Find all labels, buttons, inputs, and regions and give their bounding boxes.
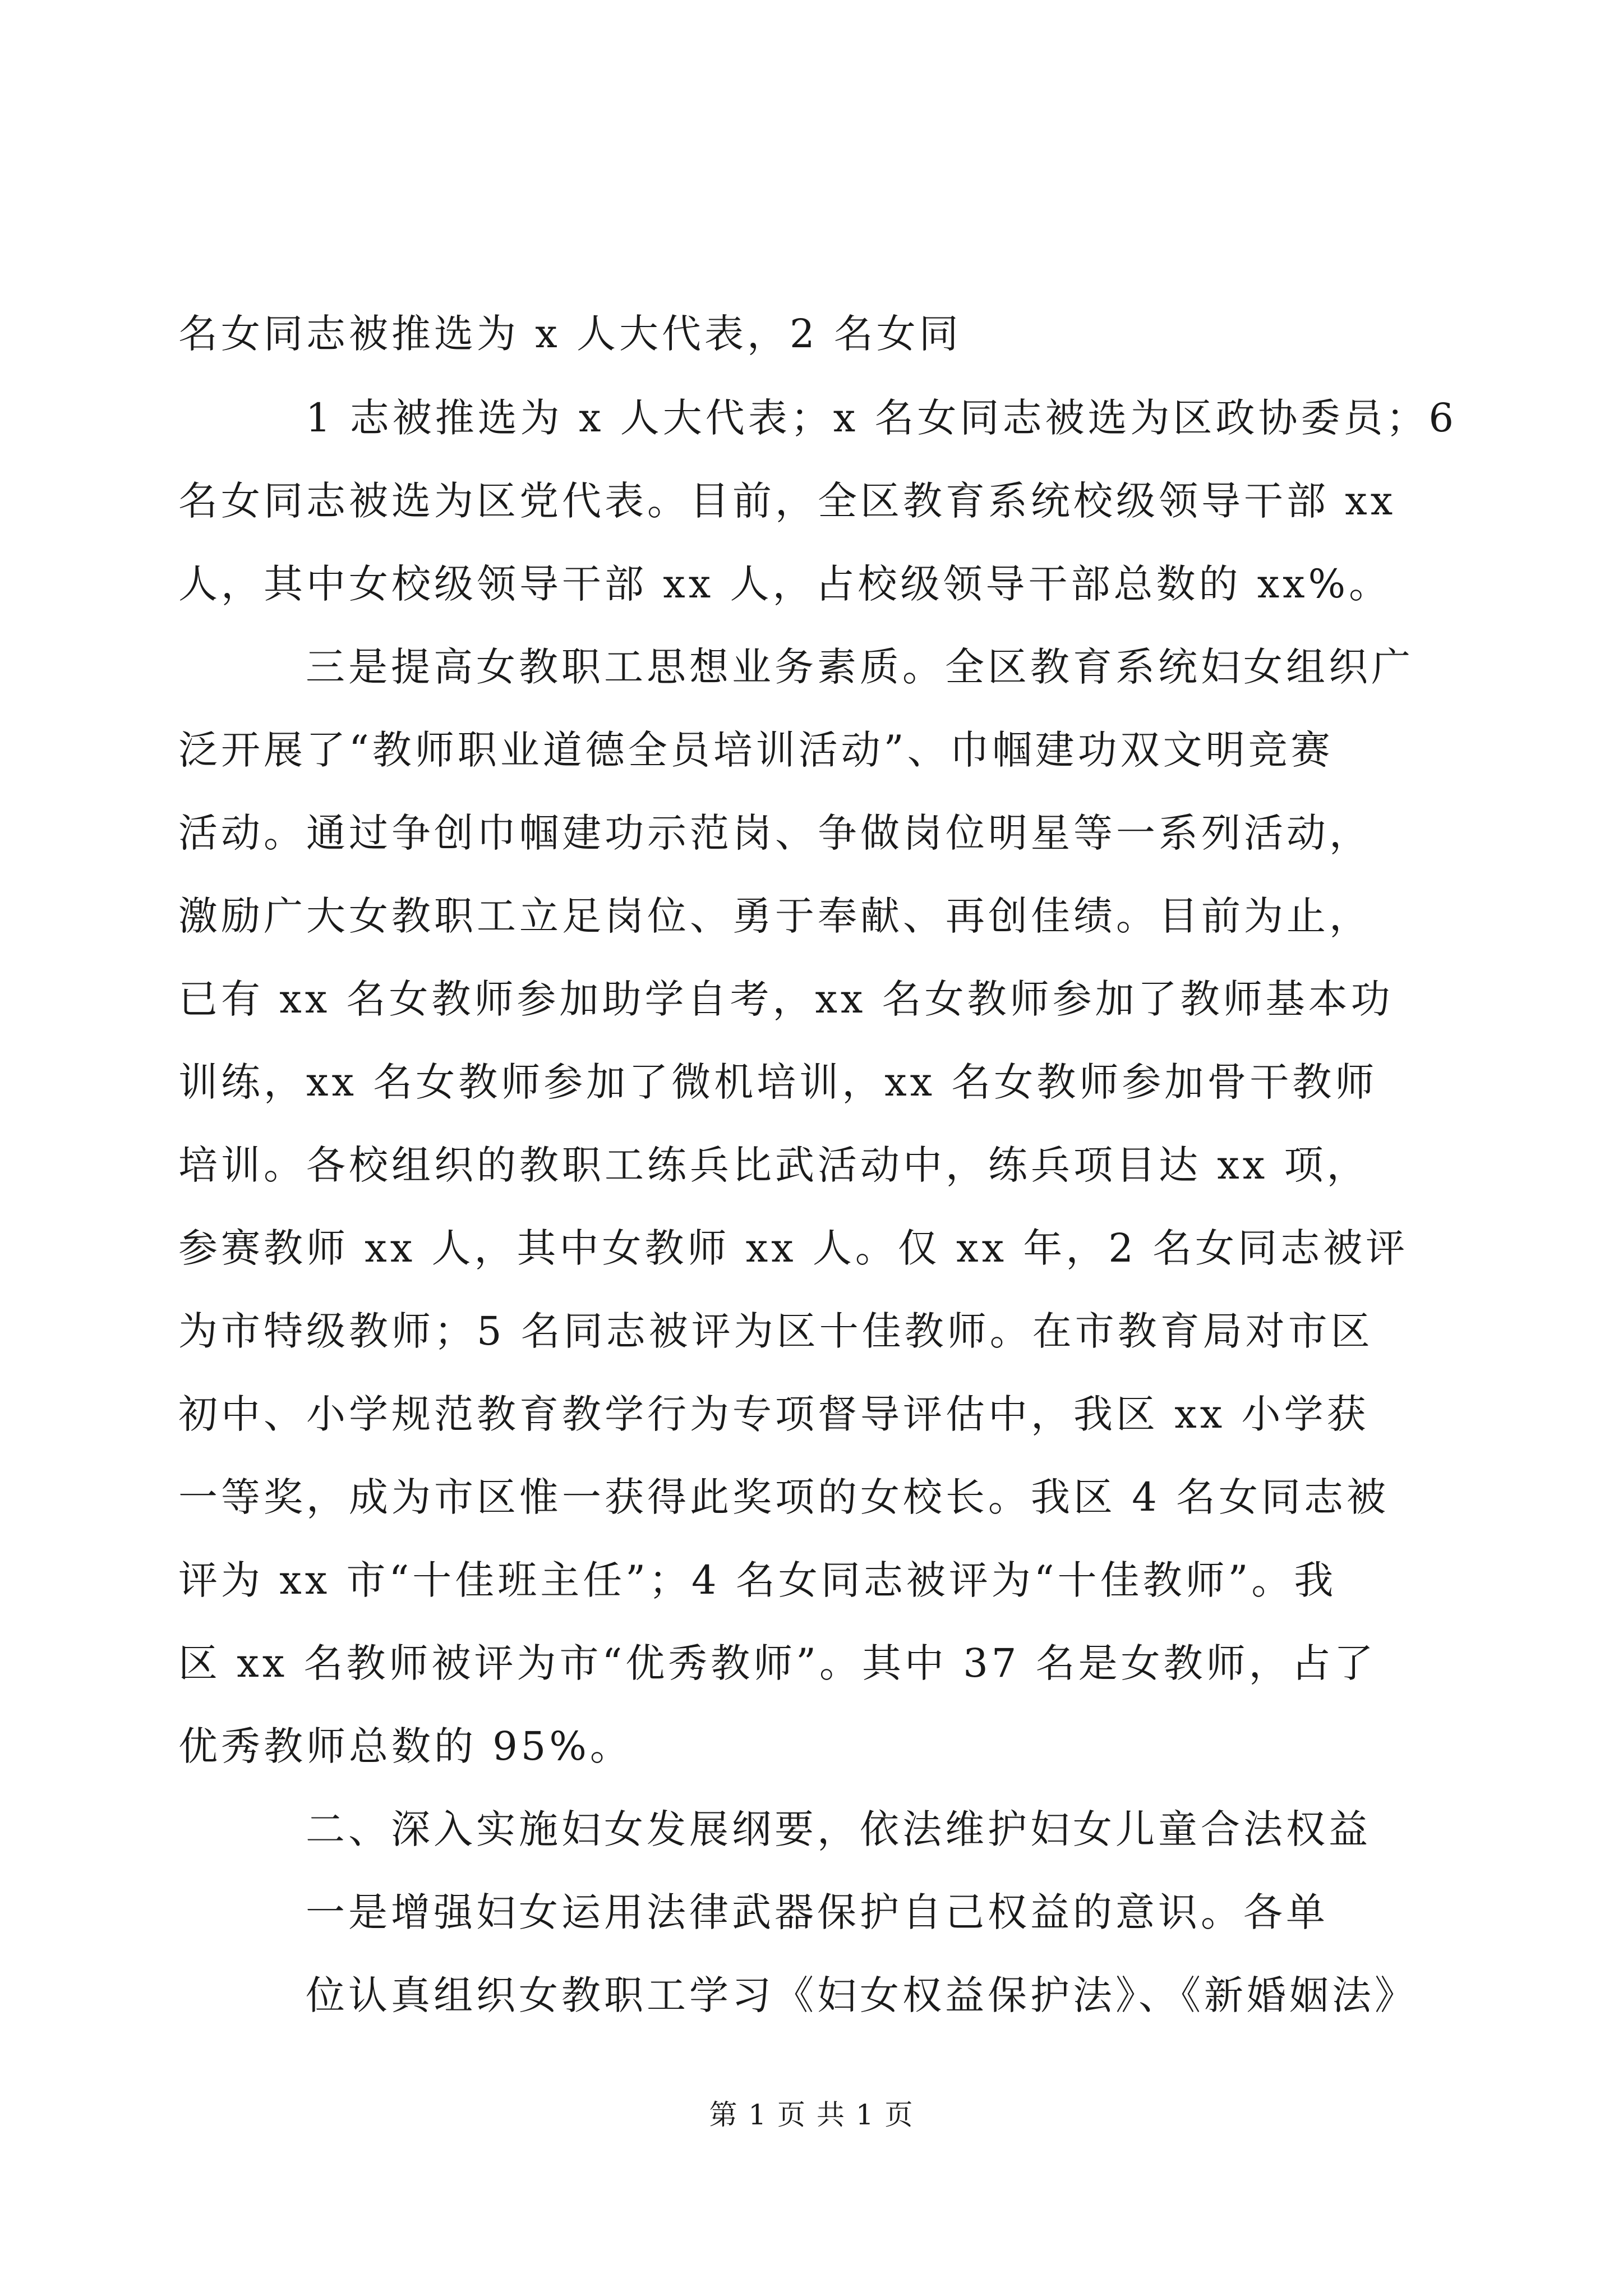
text-line: 活动。通过争创巾帼建功示范岗、争做岗位明星等一系列活动， bbox=[178, 810, 1372, 856]
text-line: 已有 xx 名女教师参加助学自考，xx 名女教师参加了教师基本功 bbox=[178, 976, 1394, 1022]
text-line: 人，其中女校级领导干部 xx 人，占校级领导干部总数的 xx%。 bbox=[178, 561, 1392, 607]
text-line: 名女同志被选为区党代表。目前，全区教育系统校级领导干部 xx bbox=[178, 478, 1396, 524]
text-line: 参赛教师 xx 人，其中女教师 xx 人。仅 xx 年，2 名女同志被评 bbox=[178, 1225, 1409, 1271]
text-line: 1 志被推选为 x 人大代表；x 名女同志被选为区政协委员；6 bbox=[306, 395, 1458, 441]
text-line: 名女同志被推选为 x 人大代表，2 名女同 bbox=[178, 311, 962, 357]
text-line: 为市特级教师；5 名同志被评为区十佳教师。在市教育局对市区 bbox=[178, 1308, 1373, 1354]
text-line: 训练，xx 名女教师参加了微机培训，xx 名女教师参加骨干教师 bbox=[178, 1059, 1378, 1105]
text-line: 一等奖，成为市区惟一获得此奖项的女校长。我区 4 名女同志被 bbox=[178, 1474, 1390, 1520]
section-heading: 二、深入实施妇女发展纲要，依法维护妇女儿童合法权益 bbox=[306, 1806, 1371, 1852]
page-footer: 第 1 页 共 1 页 bbox=[709, 2099, 914, 2131]
text-line: 初中、小学规范教育教学行为专项督导评估中，我区 xx 小学获 bbox=[178, 1391, 1370, 1437]
text-line: 优秀教师总数的 95%。 bbox=[178, 1723, 633, 1769]
text-line: 三是提高女教职工思想业务素质。全区教育系统妇女组织广 bbox=[306, 644, 1414, 690]
text-line: 一是增强妇女运用法律武器保护自己权益的意识。各单 bbox=[306, 1889, 1329, 1935]
text-line: 评为 xx 市“十佳班主任”；4 名女同志被评为“十佳教师”。我 bbox=[178, 1557, 1337, 1603]
text-line: 培训。各校组织的教职工练兵比武活动中，练兵项目达 xx 项， bbox=[178, 1142, 1370, 1188]
text-line: 区 xx 名教师被评为市“优秀教师”。其中 37 名是女教师，占了 bbox=[178, 1640, 1377, 1686]
text-line: 泛开展了“教师职业道德全员培训活动”、巾帼建功双文明竞赛 bbox=[178, 727, 1334, 773]
text-line: 激励广大女教职工立足岗位、勇于奉献、再创佳绩。目前为止， bbox=[178, 893, 1372, 939]
text-line: 位认真组织女教职工学习《妇女权益保护法》、《新婚姻法》 bbox=[306, 1972, 1417, 2018]
